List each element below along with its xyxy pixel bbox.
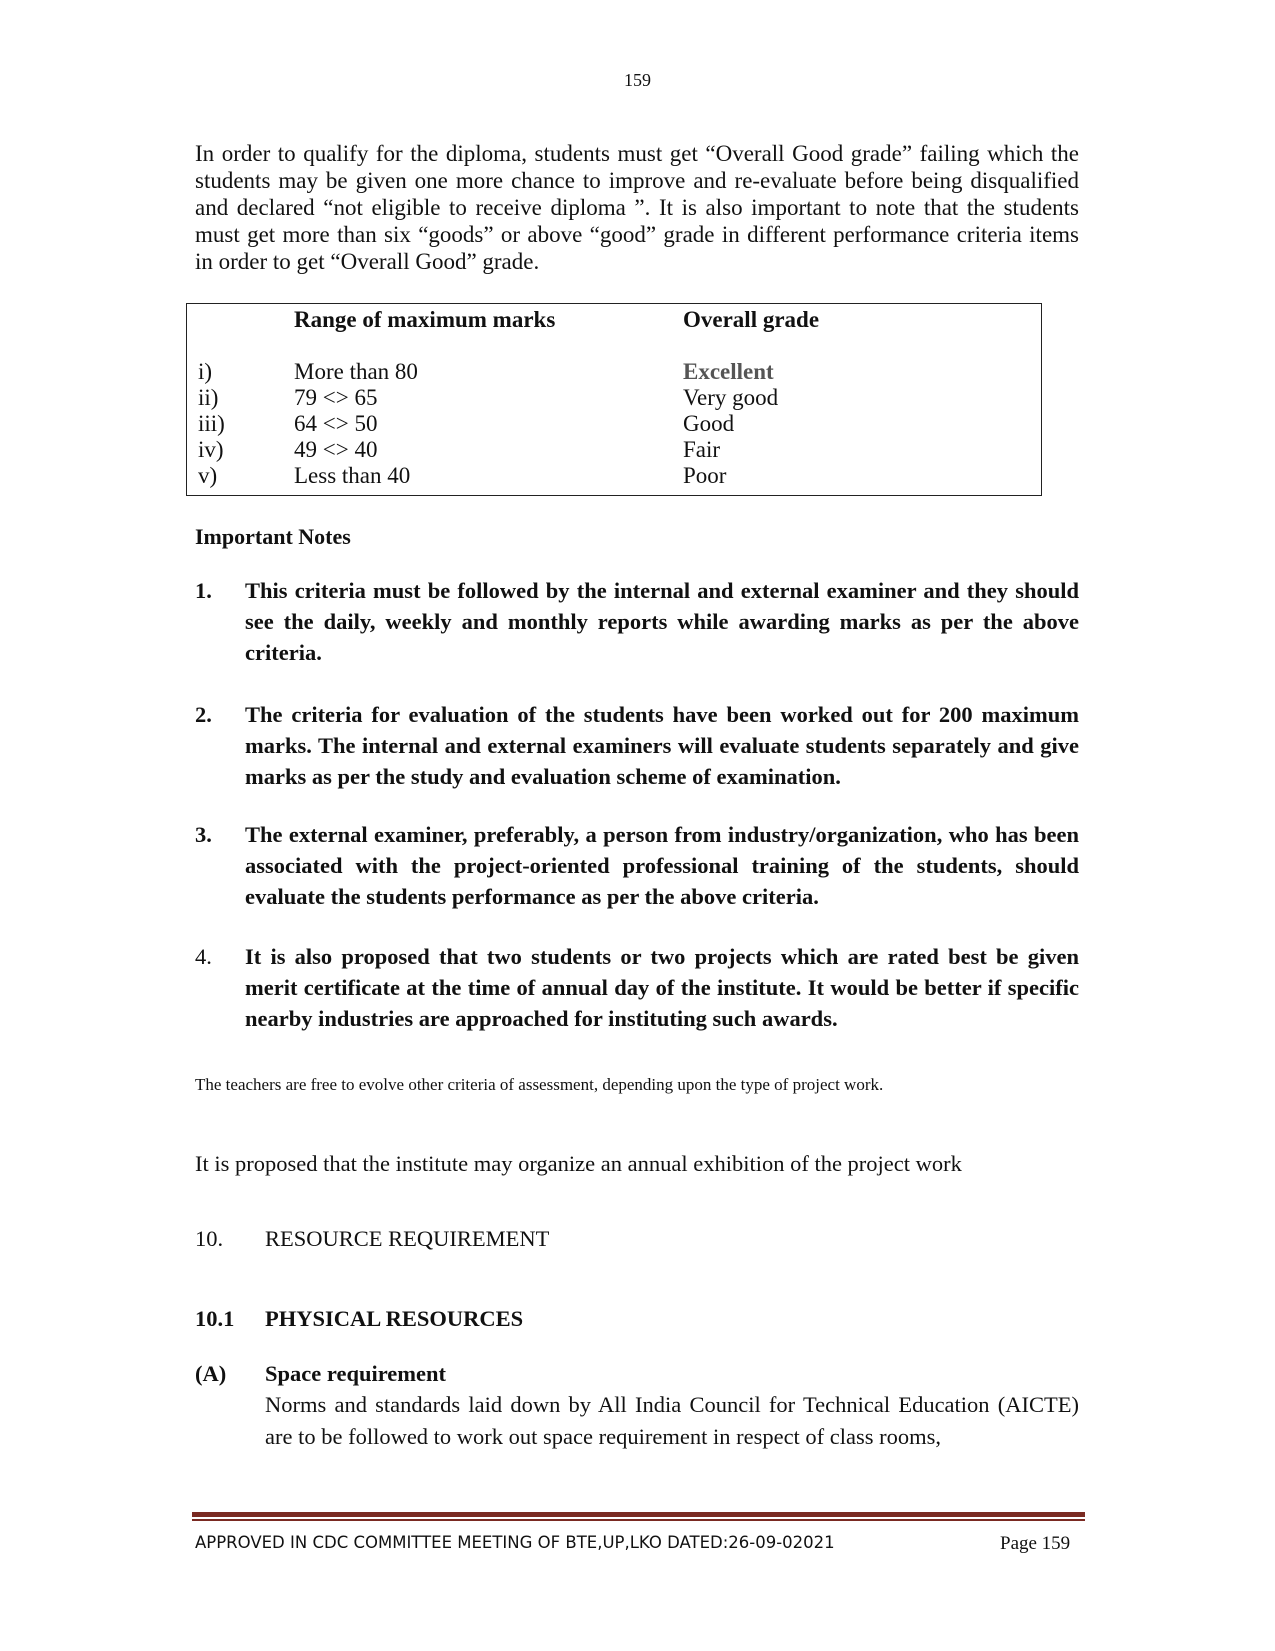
grade-table bbox=[186, 303, 1042, 496]
page-number-top: 159 bbox=[624, 70, 651, 90]
header-range: Range of maximum marks bbox=[294, 307, 556, 332]
footer-approval-text: APPROVED IN CDC COMMITTEE MEETING OF BTE,UP,LKO DATED:26-09-02021 bbox=[195, 1533, 835, 1552]
note-number: 2. bbox=[195, 702, 212, 727]
row-range: 79 <> 65 bbox=[294, 385, 378, 410]
row-index: ii) bbox=[198, 385, 219, 410]
row-index: iii) bbox=[198, 411, 225, 436]
row-range: 64 <> 50 bbox=[294, 411, 378, 436]
row-grade: Poor bbox=[683, 463, 727, 488]
note-item bbox=[195, 819, 1079, 912]
row-grade: Excellent bbox=[683, 359, 774, 384]
row-index: i) bbox=[198, 359, 213, 384]
footer-rule-thin bbox=[192, 1519, 1085, 1521]
note-number: 3. bbox=[195, 822, 212, 847]
subsection-heading-a bbox=[195, 1361, 446, 1387]
note-item bbox=[195, 941, 1079, 1034]
note-text: It is also proposed that two students or two projects which are rated best be given merit certificate at the time of annual day of the institute. It would be better if specific nearby industries are approached for instituting such awards. bbox=[245, 944, 1079, 1031]
section-heading-10-1 bbox=[195, 1306, 523, 1332]
subsection-label: (A) bbox=[195, 1361, 227, 1386]
row-range: 49 <> 40 bbox=[294, 437, 378, 462]
row-grade: Fair bbox=[683, 437, 721, 462]
row-grade: Good bbox=[683, 411, 735, 436]
note-item bbox=[195, 699, 1079, 792]
section-title: RESOURCE REQUIREMENT bbox=[265, 1226, 550, 1251]
row-index: v) bbox=[198, 463, 218, 488]
section-number: 10.1 bbox=[195, 1306, 235, 1331]
exhibition-text: It is proposed that the institute may organize an annual exhibition of the project work bbox=[195, 1151, 962, 1176]
teachers-note: The teachers are free to evolve other criteria of assessment, depending upon the type of project work. bbox=[195, 1075, 884, 1094]
space-requirement-text: Norms and standards laid down by All India Council for Technical Education (AICTE) are to be followed to work out space requirement in respect of class rooms, bbox=[265, 1392, 1079, 1449]
subsection-title: Space requirement bbox=[265, 1361, 447, 1386]
note-number: 4. bbox=[195, 944, 212, 969]
section-number: 10. bbox=[195, 1226, 224, 1251]
section-title: PHYSICAL RESOURCES bbox=[265, 1306, 524, 1331]
note-item bbox=[195, 575, 1079, 668]
section-heading-10 bbox=[195, 1226, 549, 1252]
row-grade: Very good bbox=[683, 385, 779, 410]
note-text: The external examiner, preferably, a person from industry/organization, who has been associated with the project-oriented professional training of the students, should evaluate the students performance as per the above criteria. bbox=[245, 822, 1079, 909]
row-range: More than 80 bbox=[294, 359, 418, 384]
note-text: This criteria must be followed by the internal and external examiner and they should see the daily, weekly and monthly reports while awarding marks as per the above criteria. bbox=[245, 578, 1079, 665]
note-text: The criteria for evaluation of the students have been worked out for 200 maximum marks. The internal and external examiners will evaluate students separately and give marks as per the study and evaluation scheme of examination. bbox=[245, 702, 1079, 789]
row-range: Less than 40 bbox=[294, 463, 411, 488]
notes-heading: Important Notes bbox=[195, 524, 351, 549]
header-grade: Overall grade bbox=[683, 307, 820, 332]
footer-rule bbox=[192, 1512, 1085, 1517]
footer-page-number: Page 159 bbox=[1000, 1533, 1071, 1554]
intro-paragraph: In order to qualify for the diploma, students must get “Overall Good grade” failing which the students may be given one more chance to improve and re-evaluate before being disqualified and declared “not eligible to receive diploma ”. It is also important to note that the students must get more than six “goods” or above “good” grade in different performance criteria items in order to get “Overall Good” grade. bbox=[195, 141, 1079, 274]
note-number: 1. bbox=[195, 578, 212, 603]
row-index: iv) bbox=[198, 437, 224, 462]
